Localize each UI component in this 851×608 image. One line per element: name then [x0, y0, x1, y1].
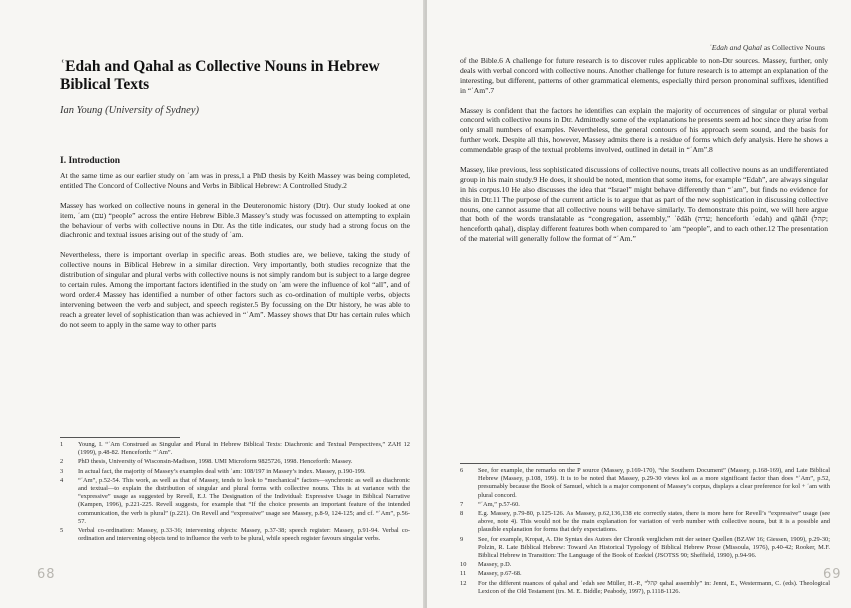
footnote-number: 5 [60, 527, 64, 535]
footnote-number: 7 [460, 500, 464, 508]
page-number: 68 [37, 567, 56, 582]
footnote [60, 441, 410, 457]
footnote-number: 8 [460, 510, 464, 518]
paragraph: Nevertheless, there is important overlap in specific areas. Both studies are, we believe, taking the study of collective nouns in Biblical Hebrew in a similar direction. Very importantly, both studies recognize that the distribution of singular and plural verbs with collective nouns is not simply random but is subject to a large degree to certain rules. Among the important factors identified in the study on ʿam were the influence of kol “all”, and of word order.4 Massey has identified a number of other factors such as co-ordination of multiple verbs, objects intervening between the verb and subject, and speech register.5 By focussing on the Dtr history, he was able to reach a greater level of sophistication than was achieved in “ʿAm”. Massey shows that Dtr has certain rules which do not seem to apply in the same way to other parts [60, 250, 410, 329]
footnote [460, 467, 830, 500]
author-line: Ian Young (University of Sydney) [60, 105, 200, 116]
footnote-number: 6 [460, 467, 464, 474]
section-heading: I. Introduction [60, 156, 121, 166]
left-page [0, 0, 425, 608]
paragraph: Massey has worked on collective nouns in general in the Deuteronomic history (Dtr). Our study looked at one item, ʿam (עם) “people” across the entire Hebrew Bible.3 Massey’s study was focussed on attempting to explain the behaviour of verbs with collective nouns in Dtr. As the title indicates, our study had a strong focus on the diachronic and textual issues arising out of the study of ʿam. [60, 200, 411, 240]
footnote-number: 10 [460, 561, 467, 569]
running-head [709, 43, 825, 52]
paragraph: At the same time as our earlier study on ʿam was in press,1 a PhD thesis by Keith Massey was being completed, entitled The Concord of Collective Nouns and Verbs in Biblical Hebrew: A Controlled Study.2 [60, 171, 410, 190]
running-head-plain: as Collective Nouns [763, 43, 825, 52]
left-footnotes [60, 441, 410, 581]
footnote-number: 1 [60, 441, 64, 448]
footnote [460, 536, 830, 561]
footnote [460, 570, 830, 578]
footnote-number: 9 [460, 535, 464, 543]
footnote-text: For the different nuances of qahal and ʿedah see Müller, H.-P., “קהל qahal assembly” in: Jenni, E., Westermann, C. (eds). Theological Lexicon of the Old Testament (trs. M. E. Biddle; Peabody, 1997), p.1118-1126. [478, 579, 830, 595]
paragraph: Massey is confident that the factors he identifies can explain the majority of occurrences of singular or plural verbal concord with collective nouns in Dtr. Admittedly some of the explanations he presents seem ad hoc since they arise from only small numbers of examples. Nevertheless, the general contours of his approach seem sound, and the basis for further work. Despite all this, however, Massey admits there is a residue of forms which defy analysis. Here he shows a commendable grasp of the textual problems involved, outlined in detail in “ʿAm”.8 [460, 105, 828, 155]
paragraph: of the Bible.6 A challenge for future research is to discover rules applicable to non-Dtr sources. Massey, further, only deals with verbal concord with collective nouns. Another challenge for future research is to attempt an explanation of the interesting, but different, patterns of other grammatical elements, especially third person pronominal suffixes, identified in “ʿAm”.7 [460, 56, 828, 95]
footnote-text: PhD thesis, University of Wisconsin-Madison, 1998. UMI Microform 9825726, 1998. Henceforth: Massey. [78, 458, 353, 466]
footnote-rule [460, 463, 580, 464]
page-number: 69 [823, 567, 842, 582]
footnote [60, 468, 410, 476]
footnote-number: 2 [60, 458, 64, 466]
footnote-text: In actual fact, the majority of Massey’s examples deal with ʿam: 108/197 in Massey’s index. Massey, p.190-199. [78, 467, 366, 475]
footnote-number: 4 [60, 476, 64, 484]
footnote-text: “ʿAm”, p.52-54. This work, as well as that of Massey, tends to look to “mechanical” factors—synchronic as well as diachronic and textual—to explain the distribution of singular and plural forms with collective nouns. This is at variance with the “expressive” usage as suggested by Revell, E.J. The Designation of the Individual: Expressive Usage in Biblical Narrative (Kampen, 1996), p.221-225. Revell suggests, for example that “If the choice presents an important feature of the intended communication, the verb is plural” (p.221). On Revell and “expressive” usage see Massey, p.8-9, 124-125; and cf. “ʿAm”, p.56-57. [78, 476, 410, 525]
footnote [60, 527, 410, 543]
footnote-text: “ʿAm,” p.57-60. [478, 500, 520, 508]
footnote-number: 12 [460, 579, 467, 587]
footnote-number: 3 [60, 467, 64, 475]
paragraph: Massey, like previous, less sophisticated discussions of collective nouns, treats all collective nouns as an undifferentiated group in his main study.9 He does, it should be noted, mention that some items, for example “Edah”, are always singular in his corpus.10 He also discusses the idea that “Israel” might behave differently than “ʿam”, but finds no evidence for this in Dtr.11 The purpose of the current article is to argue that as part of the new sophistication in discussing collective nouns, one cannot assume that all collective nouns will behave similarly. To demonstrate this point, we will here argue that both of the words translatable as “congregation, assembly,” ʿēdâh (עדה; henceforth ʿedah) and qāhāl (קהל; henceforth qahal), display different features both when compared to ʿam “people”, and to each other.12 The presentation of the material will generally follow the format of “ʿAm.” [460, 164, 828, 244]
article-title: ʿEdah and Qahal as Collective Nouns in Hebrew Biblical Texts [60, 58, 380, 93]
left-body-text [60, 171, 410, 433]
footnote-text: Massey, p.D. [478, 561, 512, 569]
footnote-number: 11 [460, 570, 467, 578]
footnote [460, 580, 830, 596]
footnote-rule [60, 437, 180, 438]
footnote [60, 477, 410, 526]
footnote [60, 458, 410, 466]
footnote-text: See, for example, Kropat, A. Die Syntax des Autors der Chronik verglichen mit der seiner Quellen (BZAW 16; Giessen, 1909), p.29-30; Polzin, R. Late Biblical Hebrew: Toward An Historical Typology of Biblical Hebrew Prose (Missoula, 1976), p.40-42; Rooker, M.F. Biblical Hebrew in Transition: The Language of the Book of Ezekiel (JSOTSS 90; Sheffield, 1990), p.94-96. [478, 535, 830, 560]
right-footnotes [460, 467, 830, 595]
footnote [460, 561, 830, 569]
footnote [460, 510, 830, 535]
footnote-text: See, for example, the remarks on the P source (Massey, p.169-170), “the Southern Document” (Massey, p.168-169), and Late Biblical Hebrew (Massey, p.108, 199). It is to be noted that Massey, p.29-30 views kol as a more significant factor than does “ʿAm”, p.52, presumably because the Book of Samuel, which is a major component of Massey’s corpus, displays a clear preference for kol + ʿam with plural concord. [478, 467, 830, 499]
footnote-text: Massey, p.67-68. [478, 570, 522, 578]
footnote-text: Verbal co-ordination: Massey, p.33-36; intervening objects: Massey, p.37-38; speech register: Massey, p.91-94. Verbal co-ordination and intervening objects tend to influence the verb to be plural, while speech register favours singular verbs. [78, 527, 410, 543]
footnote-text: Young, I. “ʿAm Construed as Singular and Plural in Hebrew Biblical Texts: Diachronic and Textual Perspectives,” ZAH 12 (1999), p.48-82. Henceforth: “ʿAm”. [78, 441, 410, 457]
footnote-text: E.g. Massey, p.79-80, p.125-126. As Massey, p.62,136,138 etc correctly states, there is more here for Revell’s “expressive” usage (see above, note 4). This would not be the main explanation for variation of verb number with collective nouns, but it is a possible and plausible explanation for forms that defy expectations. [478, 510, 830, 534]
right-page [427, 0, 851, 608]
running-head-italic: ʿEdah and Qahal [709, 43, 762, 52]
footnote [460, 501, 830, 509]
right-body-text [460, 56, 828, 368]
